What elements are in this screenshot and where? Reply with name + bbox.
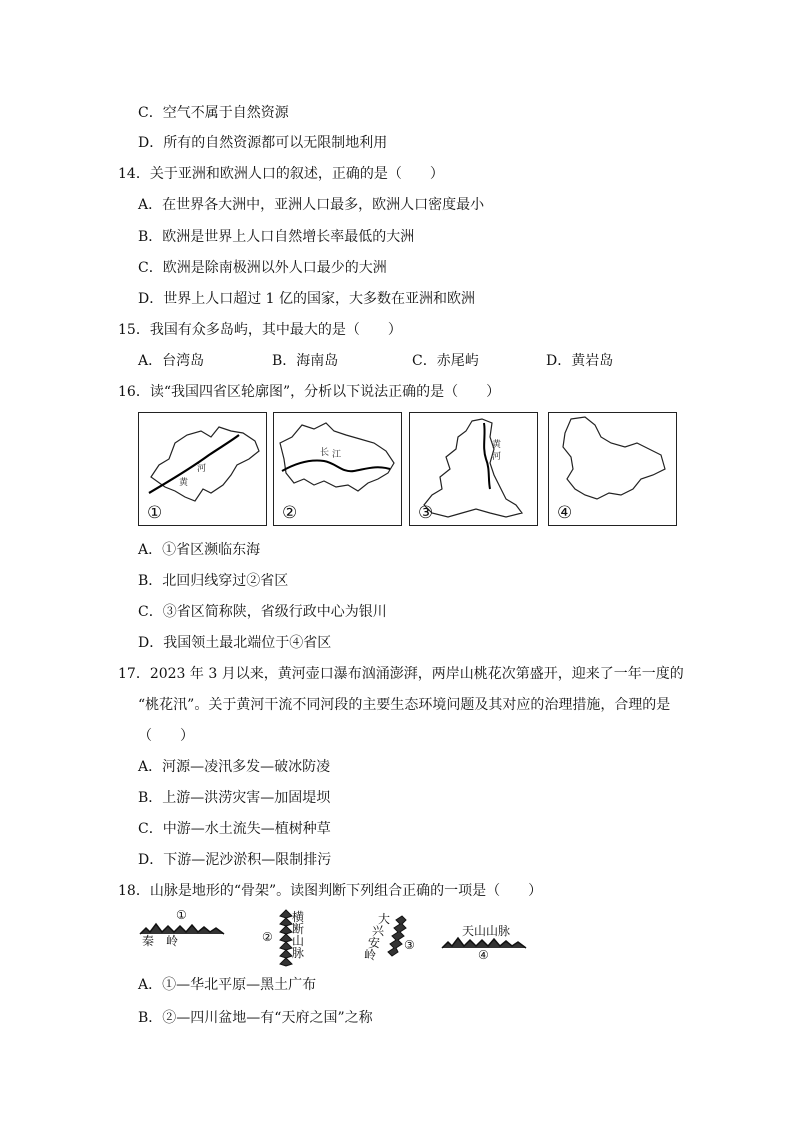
- map1-river-char-2: 河: [197, 464, 207, 474]
- mountain-1-name: 秦 岭: [142, 934, 179, 948]
- map-province-3: [409, 412, 538, 526]
- mountain-2: [262, 908, 312, 968]
- mountain-1-number: ①: [176, 908, 187, 922]
- q18-option-a: A．①—华北平原—黑土广布: [138, 977, 317, 993]
- q15-option-a: A．台湾岛: [138, 353, 205, 369]
- q14-option-c: C．欧洲是除南极洲以外人口最少的大洲: [138, 260, 387, 276]
- q16-option-a: A．①省区濒临东海: [138, 542, 261, 558]
- q16-option-c: C．③省区简称陕，省级行政中心为银川: [138, 604, 387, 620]
- map1-river-char-1: 黄: [179, 478, 189, 488]
- q13-option-d: D．所有的自然资源都可以无限制地利用: [138, 135, 388, 151]
- q18-option-b: B．②—四川盆地—有“天府之国”之称: [138, 1010, 373, 1026]
- q15-option-c: C．赤尾屿: [412, 353, 479, 369]
- map3-river-char-1: 黄: [492, 440, 502, 450]
- mountain-2-name-char-2: 断: [292, 922, 305, 936]
- q17-stem-line-2: “桃花汛”。关于黄河干流不同河段的主要生态环境问题及其对应的治理措施，合理的是: [138, 697, 671, 713]
- q14-stem: 14．关于亚洲和欧洲人口的叙述，正确的是（ ）: [118, 166, 444, 182]
- mountain-3-name-char-3: 安: [368, 936, 381, 950]
- map-province-1: [138, 412, 267, 526]
- mountain-4-number: ④: [478, 948, 489, 962]
- mountain-3-name-char-1: 大: [378, 912, 391, 926]
- q17-option-b: B．上游—洪涝灾害—加固堤坝: [138, 790, 331, 806]
- q17-option-a: A．河源—凌汛多发—破冰防凌: [138, 759, 331, 775]
- q17-stem-line-3: （ ）: [138, 728, 194, 744]
- map1-number: ①: [147, 503, 163, 523]
- q17-option-d: D．下游—泥沙淤积—限制排污: [138, 852, 332, 868]
- map2-number: ②: [282, 503, 298, 523]
- q18-stem: 18．山脉是地形的“骨架”。读图判断下列组合正确的一项是（ ）: [118, 883, 543, 899]
- map2-river-char-1: 长: [320, 448, 330, 458]
- q14-option-a: A．在世界各大洲中，亚洲人口最多，欧洲人口密度最小: [138, 197, 485, 213]
- q15-option-d: D．黄岩岛: [546, 353, 614, 369]
- map-province-2: [273, 412, 402, 526]
- mountain-3-name-char-4: 岭: [364, 948, 377, 962]
- q17-option-c: C．中游—水土流失—植树种草: [138, 821, 331, 837]
- map3-river-char-2: 河: [492, 452, 502, 462]
- q14-option-d: D．世界上人口超过 1 亿的国家，大多数在亚洲和欧洲: [138, 291, 476, 307]
- q16-stem: 16．读“我国四省区轮廓图”，分析以下说法正确的是（ ）: [118, 384, 501, 400]
- q13-option-c: C．空气不属于自然资源: [138, 105, 289, 121]
- map4-number: ④: [557, 503, 573, 523]
- mountain-2-name-char-3: 山: [292, 934, 305, 948]
- q17-stem-line-1: 17．2023 年 3 月以来，黄河壶口瀑布汹涌澎湃，两岸山桃花次第盛开，迎来了一年一度的: [118, 666, 684, 682]
- mountain-4-name: 天山山脉: [462, 924, 511, 938]
- q15-option-b: B．海南岛: [272, 353, 339, 369]
- mountain-2-number: ②: [262, 930, 273, 944]
- q16-option-b: B．北回归线穿过②省区: [138, 573, 289, 589]
- q15-stem: 15．我国有众多岛屿，其中最大的是（ ）: [118, 322, 402, 338]
- mountain-1: [138, 908, 228, 952]
- mountain-4: [440, 922, 530, 962]
- mountain-3-number: ③: [404, 938, 415, 952]
- mountain-3-name-char-2: 兴: [372, 924, 385, 938]
- map-province-4: [548, 412, 677, 526]
- q16-option-d: D．我国领土最北端位于④省区: [138, 635, 332, 651]
- map2-river-char-2: 江: [332, 450, 342, 460]
- mountain-2-name-char-1: 横: [292, 910, 305, 924]
- map3-number: ③: [418, 503, 434, 523]
- mountain-3: [364, 912, 414, 962]
- mountain-2-name-char-4: 脉: [292, 946, 305, 960]
- q14-option-b: B．欧洲是世界上人口自然增长率最低的大洲: [138, 229, 415, 245]
